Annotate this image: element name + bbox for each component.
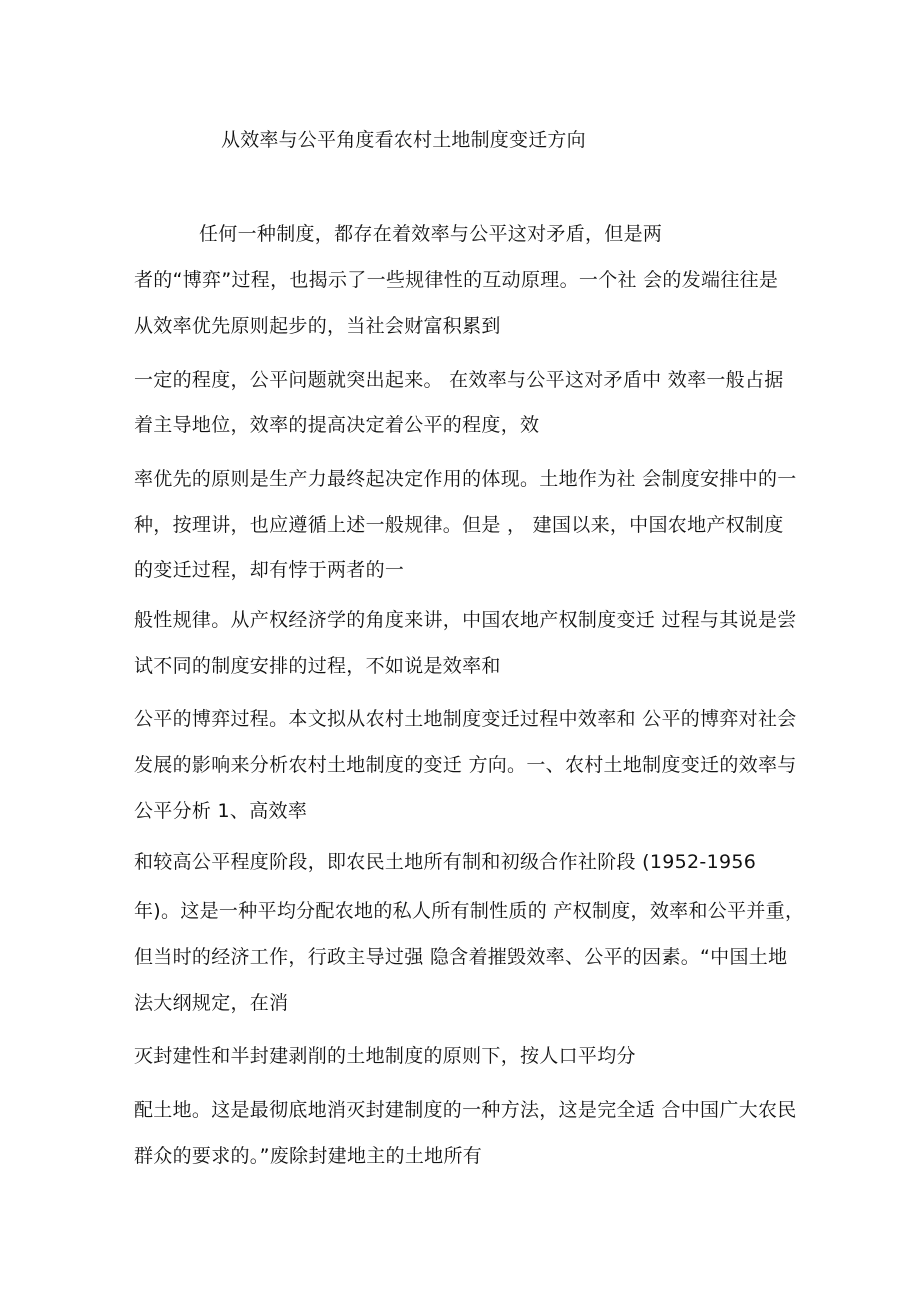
paragraph-line: 任何一种制度，都存在着效率与公平这对矛盾，但是两 — [199, 223, 663, 245]
paragraph-line: 公平的博弈过程。本文拟从农村土地制度变迁过程中效率和 公平的博弈对社会 — [134, 708, 797, 730]
paragraph-line: 灭封建性和半封建剥削的土地制度的原则下，按人口平均分 — [134, 1045, 636, 1067]
paragraph-line: 试不同的制度安排的过程，不如说是效率和 — [134, 655, 501, 677]
document-title: 从效率与公平角度看农村土地制度变迁方向 — [221, 129, 586, 151]
paragraph-line: 种，按理讲，也应遵循上述一般规律。但是 ， 建国以来，中国农地产权制度 — [134, 514, 784, 536]
paragraph-line: 公平分析 1、高效率 — [134, 800, 308, 822]
paragraph-line: 配土地。这是最彻底地消灭封建制度的一种方法，这是完全适 合中国广大农民 — [134, 1099, 797, 1121]
paragraph-line: 着主导地位，效率的提高决定着公平的程度，效 — [134, 414, 540, 436]
paragraph-line: 者的“博弈”过程，也揭示了一些规律性的互动原理。一个社 会的发端往往是 — [134, 269, 779, 291]
paragraph-line: 群众的要求的。”废除封建地主的土地所有 — [134, 1145, 483, 1167]
paragraph-line: 率优先的原则是生产力最终起决定作用的体现。土地作为社 会制度安排中的一 — [134, 468, 797, 490]
paragraph-line: 法大纲规定，在消 — [134, 992, 289, 1014]
paragraph-line: 一定的程度，公平问题就突出起来。 在效率与公平这对矛盾中 效率一般占据 — [134, 369, 784, 391]
paragraph-line: 般性规律。从产权经济学的角度来讲，中国农地产权制度变迁 过程与其说是尝 — [134, 609, 797, 631]
paragraph-line: 和较高公平程度阶段，即农民土地所有制和初级合作社阶段 (1952-1956 — [134, 851, 757, 873]
paragraph-line: 从效率优先原则起步的，当社会财富积累到 — [134, 315, 501, 337]
paragraph-line: 但当时的经济工作，行政主导过强 隐含着摧毁效率、公平的因素。“中国土地 — [134, 946, 788, 968]
paragraph-line: 发展的影响来分析农村土地制度的变迁 方向。一、农村土地制度变迁的效率与 — [134, 754, 797, 776]
paragraph-line: 年)。这是一种平均分配农地的私人所有制性质的 产权制度，效率和公平并重， — [134, 900, 805, 922]
paragraph-line: 的变迁过程，却有悖于两者的一 — [134, 559, 405, 581]
